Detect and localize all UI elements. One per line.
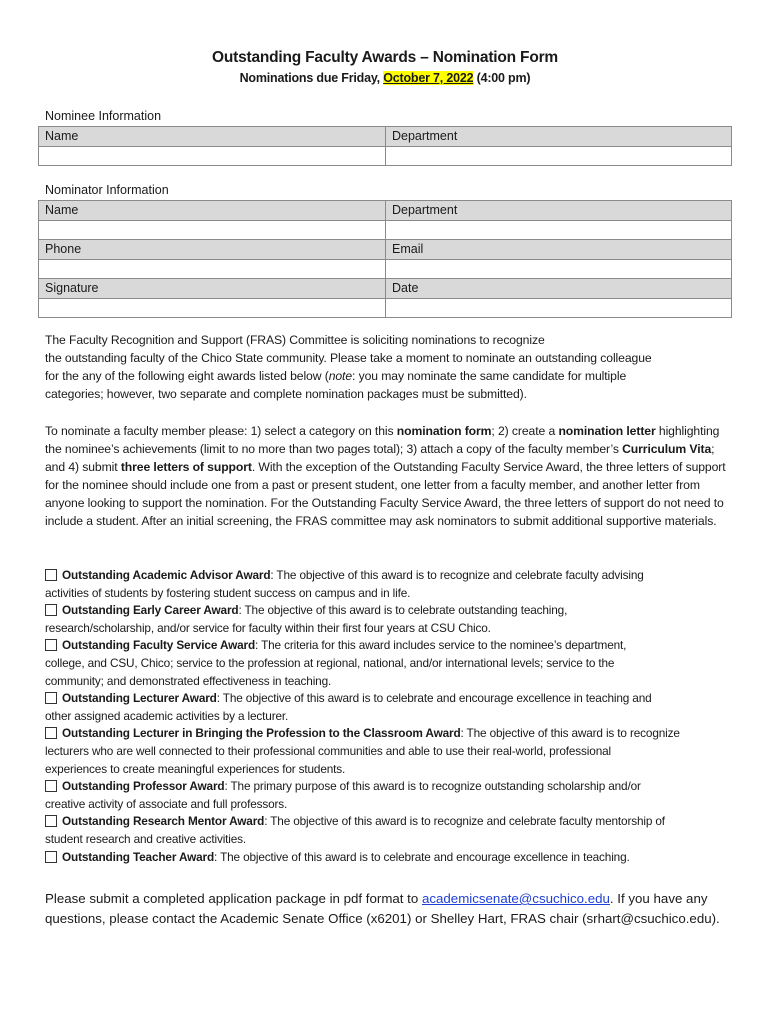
award-description-continued: college, and CSU, Chico; service to the profession at regional, national, and/or international levels; service to the (45, 655, 615, 670)
academic-senate-email-link[interactable]: academicsenate@csuchico.edu (421, 891, 610, 906)
award-name: Outstanding Research Mentor Award (62, 814, 265, 829)
award-name: Outstanding Faculty Service Award (62, 638, 256, 653)
nominee-department-input[interactable] (392, 147, 731, 164)
nominator-section-label: Nominator Information (45, 183, 169, 197)
award-text (62, 725, 735, 743)
award-description: : The criteria for this award includes service to the nominee’s department, (255, 638, 627, 653)
intro-paragraph (45, 331, 735, 403)
nominee-name-cell (39, 146, 386, 166)
award-text (62, 690, 735, 708)
nominator-name-label: Name (39, 201, 386, 221)
award-description-continued: creative activity of associate and full professors. (45, 796, 288, 811)
award-checklist (45, 567, 735, 866)
note-emphasis: note (328, 369, 353, 383)
award-checkbox[interactable] (45, 851, 57, 863)
award-item (45, 849, 735, 867)
award-description: : The objective of this award is to recognize and celebrate faculty advising (270, 568, 644, 582)
award-checkbox[interactable] (45, 569, 57, 581)
nominator-name-input[interactable] (45, 221, 385, 238)
nominee-table (38, 126, 732, 166)
award-text (62, 637, 735, 655)
award-name: Outstanding Early Career Award (62, 603, 239, 618)
nominator-phone-input[interactable] (45, 260, 385, 277)
nominee-name-input[interactable] (45, 147, 385, 164)
instructions-paragraph: To nominate a faculty member please: 1) select a category on this nomination form; 2) create a nomination letter highlighting the nominee’s achievements (limit to no more than two pages total); 3) attach a copy of the faculty member’s Curriculum Vita; and 4) submit three letters of support. With the exception of the Outstanding Faculty Service Award, the three letters of support for the nominee should include one from a past or present student, one letter from a faculty member, and another letter from anyone looking to support the nomination. For the Outstanding Faculty Service Award, the three letters of support do not need to include a student. After an initial screening, the FRAS committee may ask nominators to submit additional supportive materials. (45, 424, 726, 528)
award-description-continued: student research and creative activities. (45, 831, 247, 846)
award-description-continued: lecturers who are well connected to their professional communities and able to use their real-world, professional (45, 743, 611, 758)
nominator-phone-cell (39, 259, 386, 279)
award-text (62, 778, 735, 796)
award-description: : The primary purpose of this award is to recognize outstanding scholarship and/or (224, 779, 641, 794)
nominator-name-cell (39, 220, 386, 240)
award-checkbox[interactable] (45, 727, 57, 739)
due-prefix: Nominations due Friday, (239, 71, 384, 85)
award-text (62, 849, 735, 867)
award-name: Outstanding Lecturer Award (62, 691, 217, 706)
award-item (45, 637, 735, 690)
award-checkbox[interactable] (45, 780, 57, 792)
award-text (62, 813, 735, 831)
award-description-continued: community; and demonstrated effectiveness in teaching. (45, 673, 332, 688)
nominator-date-cell (386, 298, 732, 318)
award-checkbox[interactable] (45, 604, 57, 616)
award-name: Outstanding Teacher Award (62, 849, 215, 864)
award-item (45, 602, 735, 637)
award-description: : The objective of this award is to recognize (460, 726, 680, 741)
closing-paragraph: Please submit a completed application package in pdf format to academicsenate@csuchico.edu. If you have any questions, please contact the Academic Senate Office (x6201) or Shelley Hart, FRAS chair (srhart@csuchico.edu). (45, 891, 720, 926)
form-title: Outstanding Faculty Awards – Nomination Form (211, 49, 558, 66)
award-item (45, 778, 735, 813)
award-description: : The objective of this award is to celebrate outstanding teaching, (238, 603, 568, 618)
nominator-table (38, 200, 732, 318)
nominator-email-cell (386, 259, 732, 279)
award-item (45, 567, 735, 602)
intro-line: the outstanding faculty of the Chico State community. Please take a moment to nominate an outstanding colleague (45, 351, 652, 365)
award-item (45, 690, 735, 725)
nominator-signature-cell (39, 298, 386, 318)
due-date-line (0, 71, 770, 85)
nominee-section-label: Nominee Information (45, 109, 162, 123)
award-description: : The objective of this award is to celebrate and encourage excellence in teaching. (214, 849, 630, 864)
due-suffix: (4:00 pm) (473, 71, 531, 85)
nominator-email-input[interactable] (392, 260, 731, 277)
due-date-highlight: October 7, 2022 (383, 71, 474, 85)
nominator-phone-label: Phone (39, 240, 386, 260)
nominator-department-input[interactable] (392, 221, 731, 238)
award-name: Outstanding Professor Award (62, 779, 225, 794)
nominator-date-input[interactable] (392, 299, 731, 316)
award-description-continued: research/scholarship, and/or service for faculty within their first four years at CSU Chico. (45, 620, 491, 635)
nominee-department-label: Department (386, 127, 732, 147)
nominee-name-label: Name (39, 127, 386, 147)
nominee-department-cell (386, 146, 732, 166)
award-checkbox[interactable] (45, 639, 57, 651)
award-text (62, 567, 735, 585)
award-item (45, 725, 735, 778)
award-checkbox[interactable] (45, 815, 57, 827)
nominator-signature-label: Signature (39, 279, 386, 299)
award-description-continued: other assigned academic activities by a lecturer. (45, 708, 289, 723)
award-description-continued: experiences to create meaningful experiences for students. (45, 761, 346, 776)
award-description: : The objective of this award is to celebrate and encourage excellence in teaching and (216, 691, 652, 706)
award-description: : The objective of this award is to recognize and celebrate faculty mentorship of (264, 814, 665, 829)
intro-line: The Faculty Recognition and Support (FRAS) Committee is soliciting nominations to recognize (45, 333, 545, 347)
award-name: Outstanding Academic Advisor Award (62, 568, 271, 582)
nominator-signature-input[interactable] (45, 299, 385, 316)
nominator-department-cell (386, 220, 732, 240)
intro-line: for the any of the following eight awards listed below (note: you may nominate the same candidate for multiple (45, 369, 627, 383)
nominator-date-label: Date (386, 279, 732, 299)
nominator-department-label: Department (386, 201, 732, 221)
award-checkbox[interactable] (45, 692, 57, 704)
award-description-continued: activities of students by fostering student success on campus and in life. (45, 585, 411, 600)
intro-line: categories; however, two separate and complete nomination packages must be submitted). (45, 387, 527, 401)
award-text (62, 602, 735, 620)
nominator-email-label: Email (386, 240, 732, 260)
award-item (45, 813, 735, 848)
award-name: Outstanding Lecturer in Bringing the Profession to the Classroom Award (62, 726, 461, 741)
